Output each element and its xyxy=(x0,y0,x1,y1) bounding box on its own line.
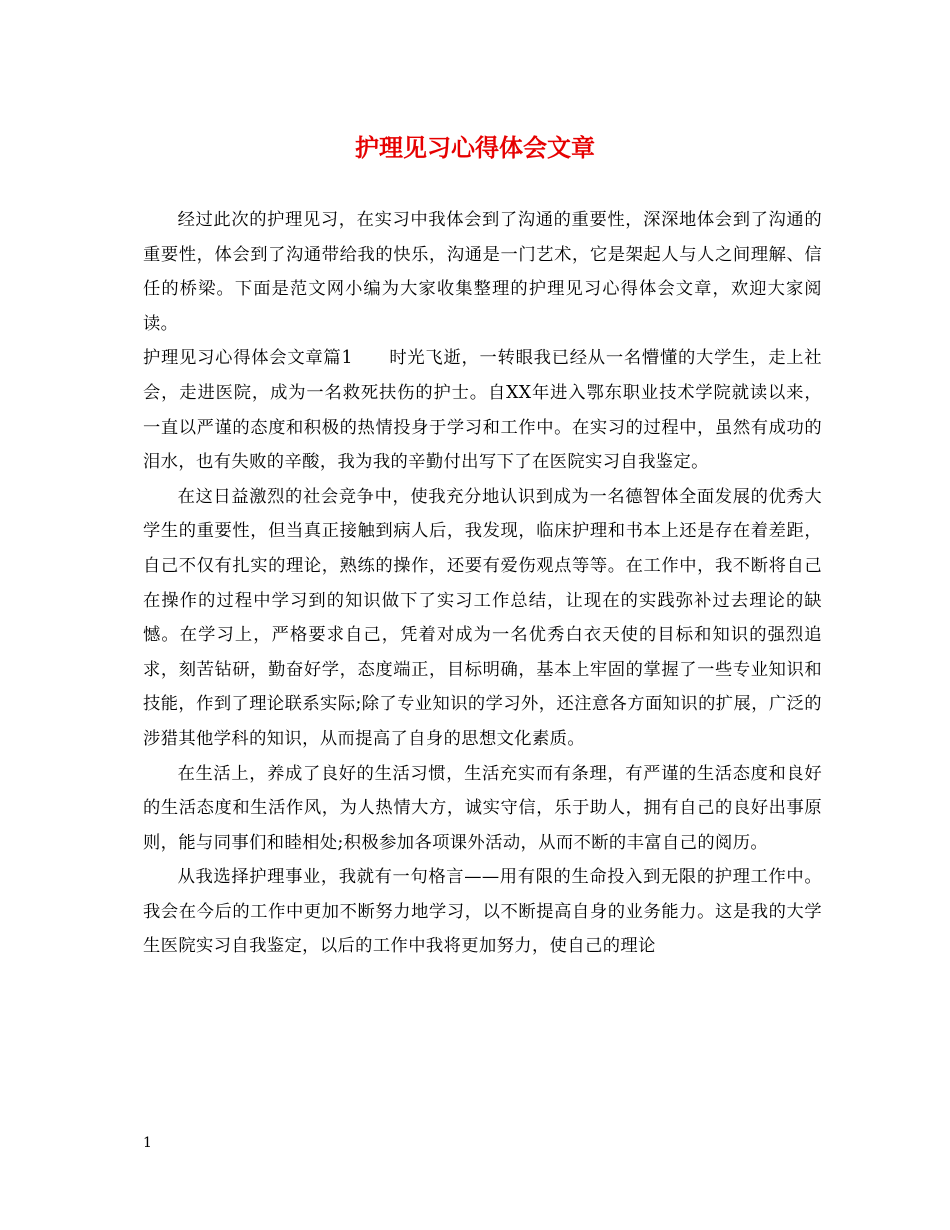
paragraph-study: 在这日益激烈的社会竞争中，使我充分地认识到成为一名德智体全面发展的优秀大学生的重要性，但当真正接触到病人后，我发现，临床护理和书本上还是存在着差距，自己不仅有扎实的理论，熟练的操作，还要有爱伤观点等等。在工作中，我不断将自己在操作的过程中学习到的知识做下了实习工作总结，让现在的实践弥补过去理论的缺憾。在学习上，严格要求自己，凭着对成为一名优秀白衣天使的目标和知识的强烈追求，刻苦钻研，勤奋好学，态度端正，目标明确，基本上牢固的掌握了一些专业知识和技能，作到了理论联系实际;除了专业知识的学习外，还注意各方面知识的扩展，广泛的涉猎其他学科的知识，从而提高了自身的思想文化素质。 xyxy=(143,486,822,749)
paragraph-career: 从我选择护理事业，我就有一句格言——用有限的生命投入到无限的护理工作中。我会在今后的工作中更加不断努力地学习，以不断提高自身的业务能力。这是我的大学生医院实习自我鉴定，以后的工作中我将更加努力，使自己的理论 xyxy=(143,867,822,957)
document-body xyxy=(143,203,822,964)
page-number: 1 xyxy=(143,1135,152,1151)
document-title: 护理见习心得体会文章 xyxy=(355,133,595,162)
paragraph-article-1: 护理见习心得体会文章篇1 时光飞逝，一转眼我已经从一名懵懂的大学生，走上社会，走进医院，成为一名救死扶伤的护士。自XX年进入鄂东职业技术学院就读以来，一直以严谨的态度和积极的热情投身于学习和工作中。在实习的过程中，虽然有成功的泪水，也有失败的辛酸，我为我的辛勤付出写下了在医院实习自我鉴定。 xyxy=(143,348,822,473)
paragraph-life: 在生活上，养成了良好的生活习惯，生活充实而有条理，有严谨的生活态度和良好的生活态度和生活作风，为人热情大方，诚实守信，乐于助人，拥有自己的良好出事原则，能与同事们和睦相处;积极参加各项课外活动，从而不断的丰富自己的阅历。 xyxy=(143,763,822,853)
paragraph-intro: 经过此次的护理见习，在实习中我体会到了沟通的重要性，深深地体会到了沟通的重要性，体会到了沟通带给我的快乐，沟通是一门艺术，它是架起人与人之间理解、信任的桥梁。下面是范文网小编为大家收集整理的护理见习心得体会文章，欢迎大家阅读。 xyxy=(143,210,822,334)
